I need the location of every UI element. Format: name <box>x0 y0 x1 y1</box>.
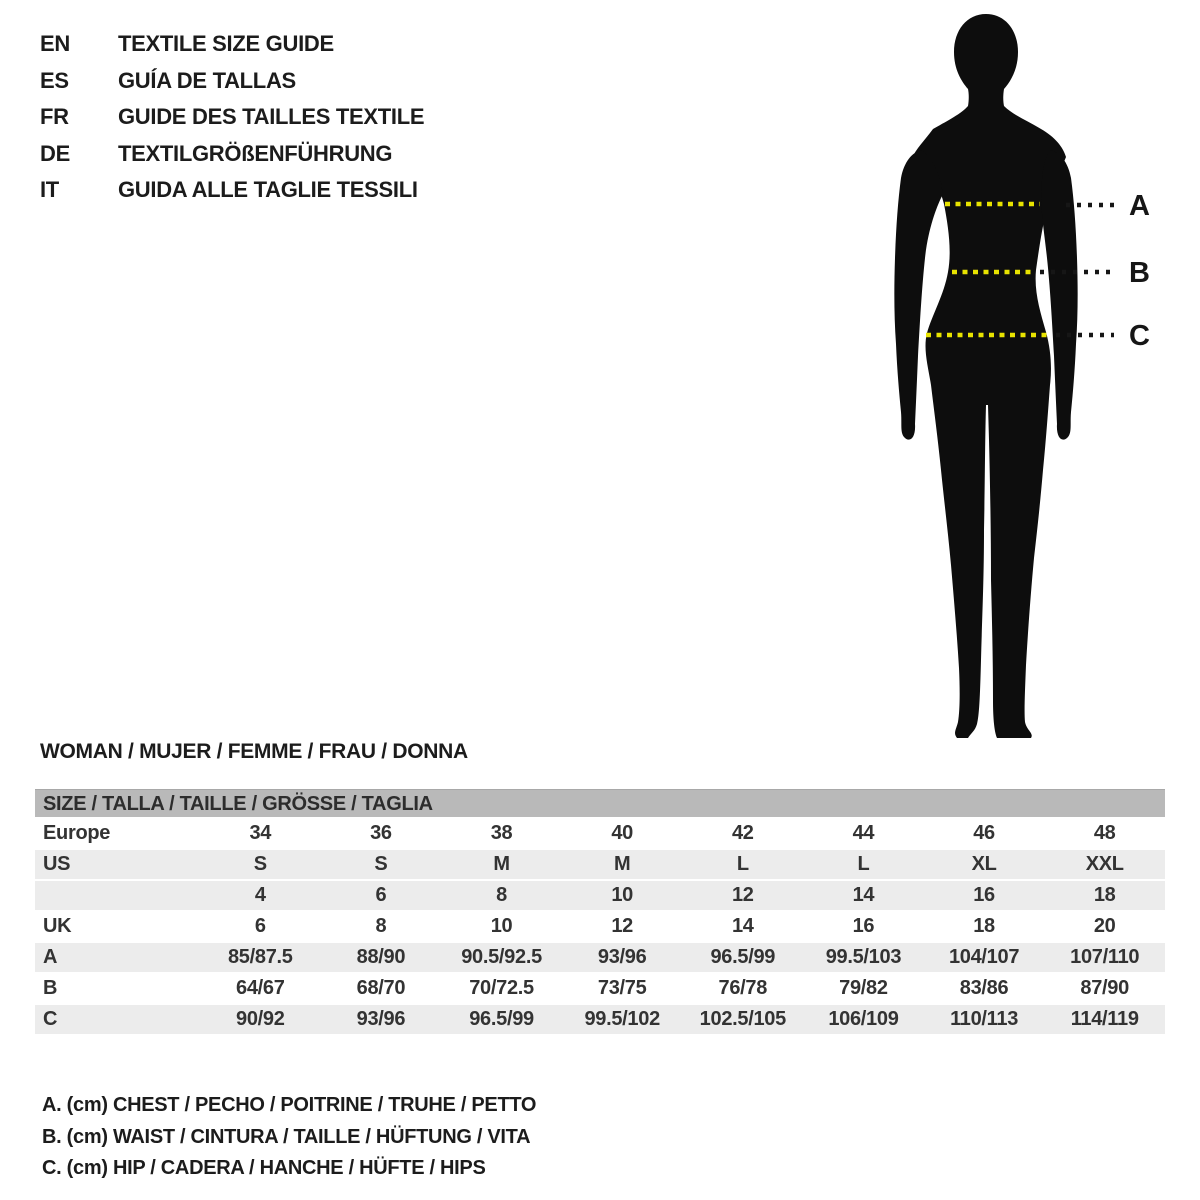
size-cell: 18 <box>973 915 995 937</box>
size-cell: 44 <box>852 822 875 844</box>
size-cell: 40 <box>611 822 634 844</box>
language-row-de <box>40 136 424 173</box>
language-row-en <box>40 26 424 63</box>
size-cell: S <box>253 853 267 875</box>
size-cell: XXL <box>1085 853 1124 875</box>
size-cell: 38 <box>490 822 513 844</box>
woman-silhouette-figure <box>860 0 1200 745</box>
size-cell: 16 <box>852 915 875 937</box>
row-label <box>35 881 200 910</box>
guide-title: GUIDE DES TAILLES TEXTILE <box>118 104 425 129</box>
language-row-es <box>40 63 424 100</box>
table-row-waist <box>35 974 1165 1003</box>
size-cell: 8 <box>496 884 507 906</box>
size-cell: 70/72.5 <box>469 977 534 999</box>
size-cell: 10 <box>490 915 513 937</box>
size-cell: 93/96 <box>597 946 647 968</box>
size-cell: 114/119 <box>1070 1008 1139 1030</box>
size-cell: 34 <box>249 822 272 844</box>
language-code: DE <box>40 140 70 166</box>
size-cell: 110/113 <box>950 1008 1019 1030</box>
size-cell: 87/90 <box>1080 977 1129 999</box>
table-row-uk <box>35 912 1165 941</box>
size-cell: 83/86 <box>959 977 1009 999</box>
size-cell: 12 <box>611 915 634 937</box>
size-cell: 99.5/102 <box>584 1008 660 1030</box>
size-cell: 107/110 <box>1070 946 1140 968</box>
size-cell: 99.5/103 <box>825 946 902 968</box>
size-cell: 36 <box>370 822 392 844</box>
chest-label: A <box>1129 190 1150 222</box>
size-cell: 12 <box>731 884 754 906</box>
legend-chest: A. (cm) CHEST / PECHO / POITRINE / TRUHE / PETTO <box>42 1094 537 1116</box>
language-title-list <box>40 26 424 209</box>
guide-title: GUIDA ALLE TAGLIE TESSILI <box>118 177 418 202</box>
hip-label: C <box>1129 320 1150 352</box>
row-label: A <box>43 946 58 968</box>
measurement-legend <box>42 1090 536 1185</box>
size-cell: 4 <box>254 884 266 906</box>
section-title-woman: WOMAN / MUJER / FEMME / FRAU / DONNA <box>40 740 468 763</box>
measurement-figure <box>860 0 1200 745</box>
guide-title: TEXTILGRÖßENFÜHRUNG <box>118 140 393 166</box>
guide-title: TEXTILE SIZE GUIDE <box>118 31 334 56</box>
size-cell: 106/109 <box>828 1008 899 1030</box>
size-cell: 10 <box>611 884 634 906</box>
size-cell: 93/96 <box>356 1008 406 1030</box>
size-cell: 73/75 <box>597 977 647 999</box>
size-cell: 79/82 <box>839 977 888 999</box>
row-label: C <box>43 1008 58 1030</box>
size-cell: 8 <box>375 915 387 937</box>
size-cell: 88/90 <box>356 946 406 968</box>
legend-waist: B. (cm) WAIST / CINTURA / TAILLE / HÜFTUNG / VITA <box>42 1125 531 1148</box>
size-cell: 20 <box>1093 915 1116 937</box>
language-code: ES <box>40 67 69 93</box>
size-cell: 42 <box>731 822 754 844</box>
size-cell: 14 <box>731 915 754 937</box>
row-label: Europe <box>43 822 111 844</box>
language-code: IT <box>40 177 59 202</box>
size-table-header: SIZE / TALLA / TAILLE / GRÖSSE / TAGLIA <box>35 789 1165 817</box>
size-cell: 90.5/92.5 <box>461 946 542 968</box>
size-cell: 85/87.5 <box>227 946 293 968</box>
size-cell: 6 <box>375 884 387 906</box>
table-row-hip <box>35 1005 1165 1034</box>
waist-label: B <box>1129 257 1150 289</box>
size-cell: M <box>493 853 510 875</box>
size-cell: L <box>857 853 870 875</box>
size-cell: 48 <box>1093 822 1116 844</box>
legend-hip: C. (cm) HIP / CADERA / HANCHE / HÜFTE / HIPS <box>42 1157 486 1179</box>
language-code: FR <box>40 104 69 129</box>
size-cell: 68/70 <box>356 977 406 999</box>
size-cell: L <box>736 853 749 875</box>
table-row-us-numeric <box>35 881 1165 910</box>
guide-title: GUÍA DE TALLAS <box>118 67 296 93</box>
size-cell: 76/78 <box>718 977 768 999</box>
row-label: UK <box>43 915 72 937</box>
size-cell: S <box>374 853 388 875</box>
row-label: US <box>43 853 71 875</box>
size-cell: 102.5/105 <box>699 1008 786 1030</box>
size-cell: 16 <box>973 884 995 906</box>
table-row-us <box>35 850 1165 879</box>
size-cell: 96.5/99 <box>710 946 776 968</box>
size-cell: XL <box>971 853 997 875</box>
size-cell: 96.5/99 <box>469 1008 534 1030</box>
size-cell: 6 <box>254 915 266 937</box>
language-code: EN <box>40 31 70 56</box>
row-label: B <box>43 977 58 999</box>
size-cell: 104/107 <box>948 946 1020 968</box>
size-cell: 46 <box>973 822 995 844</box>
size-cell: 18 <box>1093 884 1116 906</box>
size-cell: 90/92 <box>236 1008 285 1030</box>
size-cell: M <box>614 853 631 875</box>
table-row-europe <box>35 819 1165 848</box>
size-table <box>35 789 1165 1036</box>
woman-silhouette <box>912 14 1066 738</box>
language-row-it <box>40 172 424 209</box>
size-cell: 64/67 <box>236 977 285 999</box>
table-row-chest <box>35 943 1165 972</box>
size-cell: 14 <box>852 884 875 906</box>
language-row-fr <box>40 99 424 136</box>
